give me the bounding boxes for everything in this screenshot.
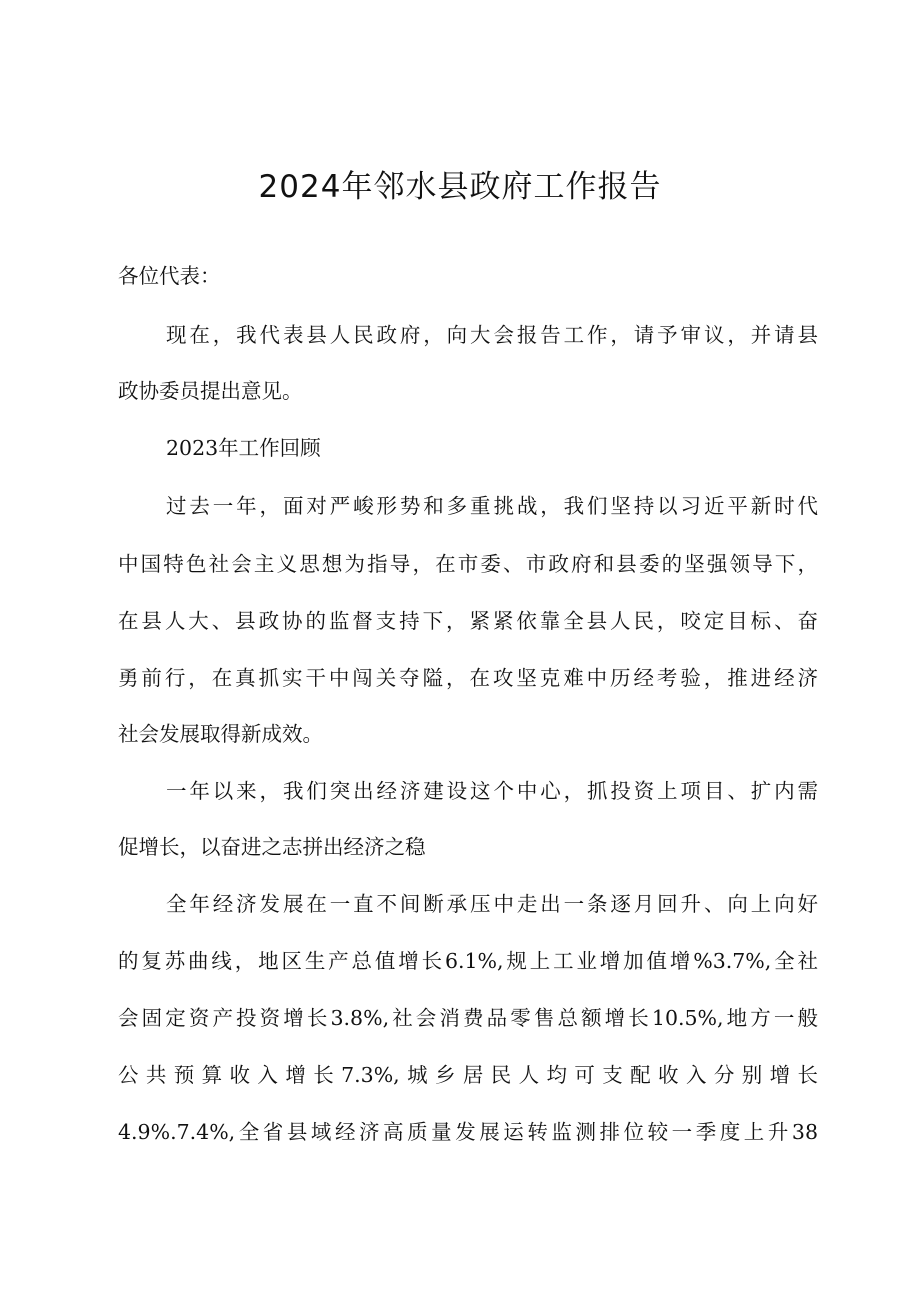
paragraph-3-line-5: 社会发展取得新成效。 [118,722,323,746]
document-title: 2024年邻水县政府工作报告 [258,169,662,205]
paragraph-5-line-4: 公共预算收入增长7.3%,城乡居民人均可支配收入分别增长 [118,1063,818,1087]
paragraph-3-line-2: 中国特色社会主义思想为指导，在市委、市政府和县委的坚强领导下， [118,552,818,576]
salutation: 各位代表： [118,264,221,288]
paragraph-4-line-1: 一年以来，我们突出经济建设这个中心，抓投资上项目、扩内需 [166,779,818,803]
paragraph-3-line-3: 在县人大、县政协的监督支持下，紧紧依靠全县人民，咬定目标、奋 [118,609,818,633]
paragraph-3-line-4: 勇前行，在真抓实干中闯关夺隘，在攻坚克难中历经考验，推进经济 [118,666,818,690]
paragraph-1-line-2: 政协委员提出意见。 [118,379,303,403]
paragraph-1-line-1: 现在，我代表县人民政府，向大会报告工作，请予审议，并请县 [166,323,818,347]
paragraph-5-line-5: 4.9%.7.4%,全省县域经济高质量发展运转监测排位较一季度上升38 [118,1120,818,1144]
paragraph-3-line-1: 过去一年，面对严峻形势和多重挑战，我们坚持以习近平新时代 [166,494,818,518]
paragraph-5-line-2: 的复苏曲线，地区生产总值增长6.1%,规上工业增加值增%3.7%,全社 [118,949,818,973]
section-heading-2023-review: 2023年工作回顾 [166,436,321,460]
paragraph-5-line-1: 全年经济发展在一直不间断承压中走出一条逐月回升、向上向好 [166,892,818,916]
paragraph-5-line-3: 会固定资产投资增长3.8%,社会消费品零售总额增长10.5%,地方一般 [118,1006,818,1030]
paragraph-4-line-2: 促增长，以奋进之志拼出经济之稳 [118,835,426,859]
